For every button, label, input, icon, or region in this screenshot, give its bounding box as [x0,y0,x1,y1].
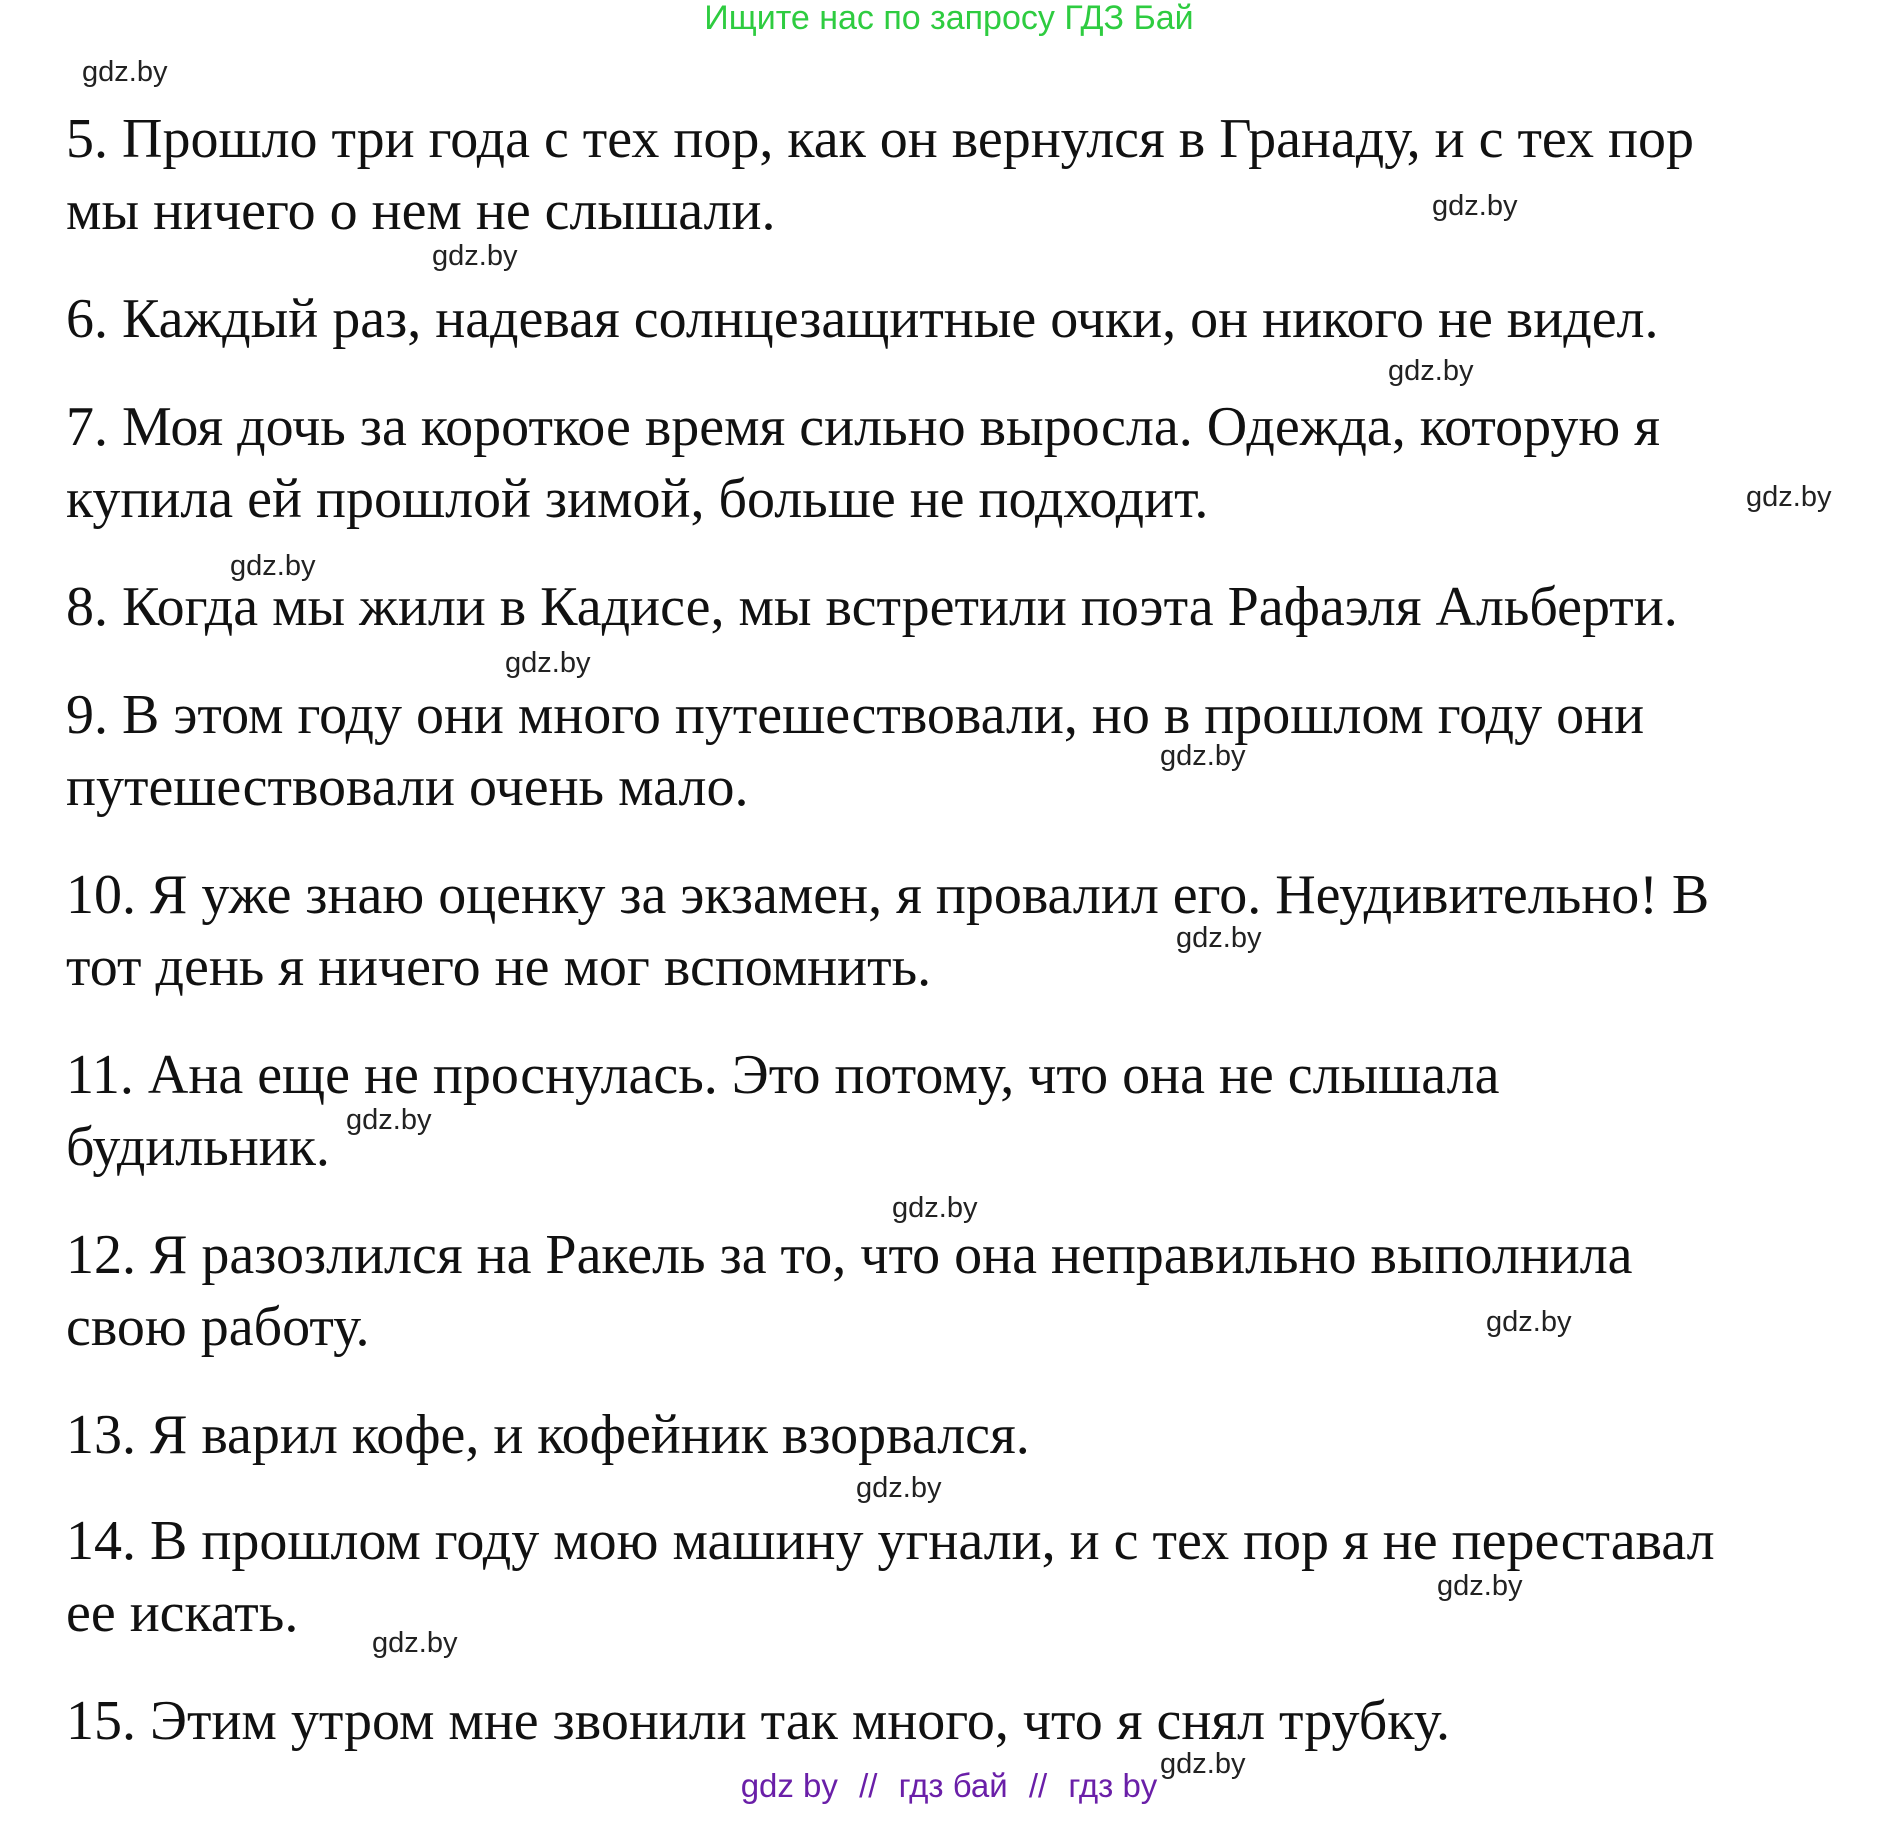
watermark: gdz.by [1432,190,1518,222]
answer-item-11-line-2: будильник. [66,1116,330,1178]
answer-item-11-line-1: 11. Ана еще не проснулась. Это потому, что она не слышала [66,1044,1500,1106]
footer-link-gdz-bai[interactable]: гдз бай [898,1767,1008,1804]
header-banner: Ищите нас по запросу ГДЗ Бай [704,0,1194,37]
answer-item-12-line-2: свою работу. [66,1296,370,1358]
watermark: gdz.by [1388,355,1474,387]
answer-item-9-line-1: 9. В этом году они много путешествовали, но в прошлом году они [66,684,1645,746]
answer-item-9-line-2: путешествовали очень мало. [66,756,749,818]
answer-item-14-line-2: ее искать. [66,1582,299,1644]
watermark: gdz.by [432,240,518,272]
watermark: gdz.by [1160,740,1246,772]
watermark: gdz.by [346,1104,432,1136]
answer-item-6-line-1: 6. Каждый раз, надевая солнцезащитные очки, он никого не видел. [66,288,1659,350]
answer-item-13-line-1: 13. Я варил кофе, и кофейник взорвался. [66,1404,1030,1466]
footer-links [0,1768,1898,1804]
watermark: gdz.by [372,1627,458,1659]
watermark: gdz.by [230,550,316,582]
footer-link-gdz-by-cyr[interactable]: гдз by [1068,1767,1158,1804]
answer-item-12-line-1: 12. Я разозлился на Ракель за то, что она неправильно выполнила [66,1224,1633,1286]
watermark: gdz.by [1176,922,1262,954]
answer-item-8-line-1: 8. Когда мы жили в Кадисе, мы встретили поэта Рафаэля Альберти. [66,576,1678,638]
watermark: gdz.by [1746,481,1832,513]
watermark: gdz.by [1486,1306,1572,1338]
answer-item-7-line-1: 7. Моя дочь за короткое время сильно выросла. Одежда, которую я [66,396,1661,458]
answer-item-14-line-1: 14. В прошлом году мою машину угнали, и с тех пор я не переставал [66,1510,1715,1572]
watermark: gdz.by [505,647,591,679]
footer-link-gdz-by[interactable]: gdz by [740,1767,838,1804]
answer-item-15-line-1: 15. Этим утром мне звонили так много, что я снял трубку. [66,1690,1451,1752]
answer-item-10-line-2: тот день я ничего не мог вспомнить. [66,936,932,998]
footer-separator: // [859,1767,878,1804]
answer-item-10-line-1: 10. Я уже знаю оценку за экзамен, я провалил его. Неудивительно! В [66,864,1710,926]
watermark: gdz.by [1160,1748,1246,1780]
answer-item-5-line-2: мы ничего о нем не слышали. [66,180,776,242]
watermark: gdz.by [82,56,168,88]
answer-item-7-line-2: купила ей прошлой зимой, больше не подходит. [66,468,1209,530]
watermark: gdz.by [856,1472,942,1504]
footer-separator: // [1028,1767,1048,1804]
watermark: gdz.by [1437,1570,1523,1602]
watermark: gdz.by [892,1192,978,1224]
answer-item-5-line-1: 5. Прошло три года с тех пор, как он вернулся в Гранаду, и с тех пор [66,108,1695,170]
